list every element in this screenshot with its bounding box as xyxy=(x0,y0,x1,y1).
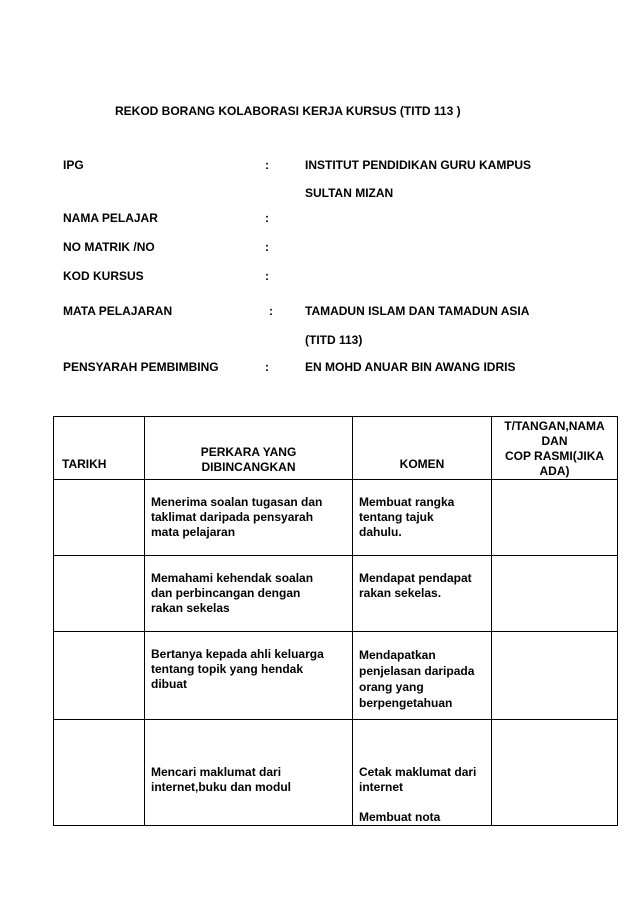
info-label: KOD KURSUS xyxy=(63,269,144,283)
cell-komen: Cetak maklumat dari internet Membuat nota xyxy=(353,720,492,826)
table-row xyxy=(54,720,618,826)
table-row xyxy=(54,480,618,556)
header-perkara-text: PERKARA YANG DIBINCANGKAN xyxy=(200,445,297,474)
cell-perkara: Menerima soalan tugasan dan taklimat daripada pensyarah mata pelajaran xyxy=(145,480,353,556)
table-row xyxy=(54,632,618,720)
cell-komen: Mendapatkan penjelasan daripada orang yang berpengetahuan xyxy=(353,632,492,720)
info-row-mata-pelajaran xyxy=(0,304,638,320)
info-colon: : xyxy=(265,211,269,225)
cell-perkara: Memahami kehendak soalan dan perbincangan dengan rakan sekelas xyxy=(145,556,353,632)
info-row-ipg-continued xyxy=(0,186,638,202)
info-row-no-matrik xyxy=(0,240,638,256)
page-title: REKOD BORANG KOLABORASI KERJA KURSUS (TITD 113 ) xyxy=(115,104,461,118)
info-value: INSTITUT PENDIDIKAN GURU KAMPUS xyxy=(305,158,532,172)
cell-perkara: Bertanya kepada ahli keluarga tentang topik yang hendak dibuat xyxy=(145,632,353,720)
cell-komen: Membuat rangka tentang tajuk dahulu. xyxy=(353,480,492,556)
table-header-row xyxy=(54,417,618,480)
info-label: NAMA PELAJAR xyxy=(63,211,158,225)
cell-ttangan xyxy=(492,632,618,720)
info-row-ipg xyxy=(0,158,638,174)
info-colon: : xyxy=(265,240,269,254)
header-tarikh: TARIKH xyxy=(54,417,145,480)
cell-tarikh xyxy=(54,632,145,720)
header-ttangan: T/TANGAN,NAMA DAN COP RASMI(JIKA ADA) xyxy=(492,417,618,480)
info-row-mata-pelajaran-code xyxy=(0,333,638,349)
cell-perkara: Mencari maklumat dari internet,buku dan modul xyxy=(145,720,353,826)
cell-tarikh xyxy=(54,480,145,556)
collaboration-log-table xyxy=(53,416,618,826)
cell-ttangan xyxy=(492,556,618,632)
info-label: PENSYARAH PEMBIMBING xyxy=(63,360,219,374)
table-row xyxy=(54,556,618,632)
info-value: SULTAN MIZAN xyxy=(305,186,394,200)
info-row-pensyarah xyxy=(0,360,638,376)
cell-tarikh xyxy=(54,720,145,826)
info-row-nama-pelajar xyxy=(0,211,638,227)
info-colon: : xyxy=(269,304,273,318)
info-value: TAMADUN ISLAM DAN TAMADUN ASIA xyxy=(305,304,530,318)
info-label: IPG xyxy=(63,158,84,172)
info-colon: : xyxy=(265,158,269,172)
header-komen: KOMEN xyxy=(353,417,492,480)
header-perkara xyxy=(145,417,353,480)
cell-ttangan xyxy=(492,480,618,556)
info-label: MATA PELAJARAN xyxy=(63,304,173,318)
info-row-kod-kursus xyxy=(0,269,638,285)
cell-ttangan xyxy=(492,720,618,826)
info-colon: : xyxy=(265,269,269,283)
info-colon: : xyxy=(265,360,269,374)
cell-tarikh xyxy=(54,556,145,632)
info-value: (TITD 113) xyxy=(305,333,363,347)
info-label: NO MATRIK /NO xyxy=(63,240,155,254)
info-value: EN MOHD ANUAR BIN AWANG IDRIS xyxy=(305,360,516,374)
cell-komen: Mendapat pendapat rakan sekelas. xyxy=(353,556,492,632)
